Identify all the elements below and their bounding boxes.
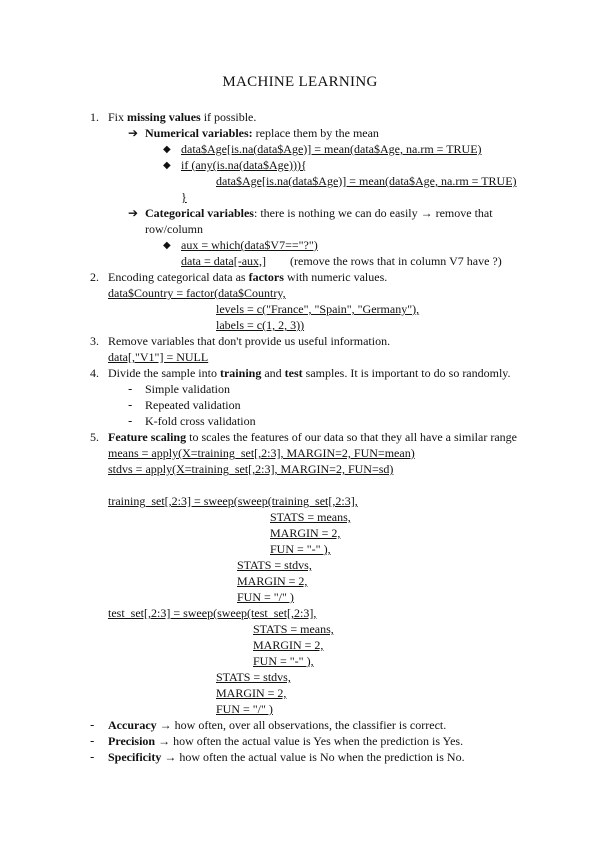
validation-item: K-fold cross validation — [145, 414, 256, 428]
dash-bullet: - — [128, 382, 133, 396]
item-4-number: 4. — [90, 366, 99, 380]
code-training-sweep: MARGIN = 2, — [270, 526, 341, 540]
item-5-number: 5. — [90, 430, 99, 444]
code-test-sweep: MARGIN = 2, — [216, 686, 287, 700]
code-if-any-na: if (any(is.na(data$Age))){ — [181, 158, 307, 172]
code-remove-column: data[,"V1"] = NULL — [108, 350, 209, 364]
code-test-sweep: test_set[,2:3] = sweep(sweep(test_set[,2:3], — [108, 606, 317, 620]
item-1-number: 1. — [90, 110, 99, 124]
code-impute-age: data$Age[is.na(data$Age)] = mean(data$Age, na.rm = TRUE) — [181, 142, 482, 156]
item-2-number: 2. — [90, 270, 99, 284]
item-4-text: Divide the sample into training and test samples. It is important to do so randomly. — [108, 366, 511, 380]
dash-bullet: - — [90, 734, 95, 748]
code-remove-rows-note: (remove the rows that in column V7 have ?) — [290, 254, 502, 268]
arrow-icon: ➔ — [128, 206, 139, 220]
code-close-brace: } — [181, 190, 187, 204]
code-training-sweep: training_set[,2:3] = sweep(sweep(training_set[,2:3], — [108, 494, 358, 508]
metric-specificity: Specificity → how often the actual value is No when the prediction is No. — [108, 750, 465, 764]
code-stdvs: stdvs = apply(X=training_set[,2:3], MARGIN=2, FUN=sd) — [108, 462, 394, 476]
code-training-sweep: FUN = "/" ) — [237, 590, 294, 604]
code-test-sweep: MARGIN = 2, — [253, 638, 324, 652]
item-3-number: 3. — [90, 334, 99, 348]
code-test-sweep: FUN = "-" ), — [253, 654, 314, 668]
diamond-bullet-icon: ◆ — [163, 160, 171, 171]
code-training-sweep: STATS = means, — [270, 510, 351, 524]
dash-bullet: - — [128, 398, 133, 412]
metric-accuracy: Accuracy → how often, over all observations, the classifier is correct. — [108, 718, 447, 732]
numerical-variables-line: Numerical variables: replace them by the mean — [145, 126, 379, 140]
metric-precision: Precision → how often the actual value is Yes when the prediction is Yes. — [108, 734, 464, 748]
code-factor-labels: labels = c(1, 2, 3)) — [216, 318, 305, 332]
code-training-sweep: MARGIN = 2, — [237, 574, 308, 588]
code-means: means = apply(X=training_set[,2:3], MARGIN=2, FUN=mean) — [108, 446, 415, 460]
dash-bullet: - — [128, 414, 133, 428]
code-test-sweep: FUN = "/" ) — [216, 702, 273, 716]
item-2-text: Encoding categorical data as factors with numeric values. — [108, 270, 388, 284]
code-training-sweep: STATS = stdvs, — [237, 558, 312, 572]
item-3-text: Remove variables that don't provide us useful information. — [108, 334, 391, 348]
code-factor: data$Country = factor(data$Country, — [108, 286, 286, 300]
diamond-bullet-icon: ◆ — [163, 144, 171, 155]
page-title: MACHINE LEARNING — [222, 74, 378, 90]
code-which-aux: aux = which(data$V7=="?") — [181, 238, 318, 252]
categorical-variables-line-2: row/column — [145, 222, 203, 236]
code-training-sweep: FUN = "-" ), — [270, 542, 331, 556]
item-5-text: Feature scaling to scales the features of our data so that they all have a similar range — [108, 430, 517, 444]
code-test-sweep: STATS = means, — [253, 622, 334, 636]
validation-item: Simple validation — [145, 382, 230, 396]
item-1-text: Fix missing values if possible. — [108, 110, 257, 124]
diamond-bullet-icon: ◆ — [163, 240, 171, 251]
dash-bullet: - — [90, 750, 95, 764]
categorical-variables-line: Categorical variables: there is nothing we can do easily → remove that — [145, 206, 493, 220]
validation-item: Repeated validation — [145, 398, 241, 412]
code-impute-age-inner: data$Age[is.na(data$Age)] = mean(data$Age, na.rm = TRUE) — [216, 174, 517, 188]
dash-bullet: - — [90, 718, 95, 732]
code-test-sweep: STATS = stdvs, — [216, 670, 291, 684]
code-factor-levels: levels = c("France", "Spain", "Germany"), — [216, 302, 420, 316]
arrow-icon: ➔ — [128, 126, 139, 140]
code-remove-rows: data = data[-aux,] — [181, 254, 267, 268]
